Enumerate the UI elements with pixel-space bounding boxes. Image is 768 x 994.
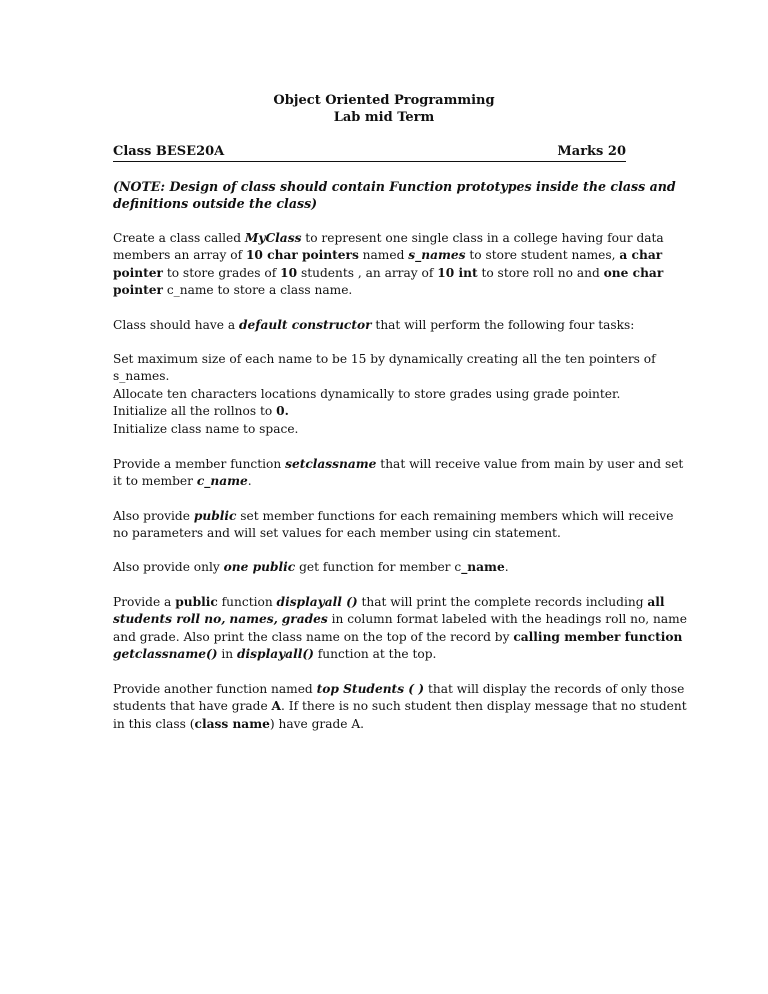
paragraph-top-students [113, 681, 687, 733]
text-line: Provide a public function displayall () that will print the complete records including all [113, 595, 665, 609]
text-line: members an array of 10 char pointers named s_names to store student names, a char [113, 248, 663, 263]
note-paragraph [113, 178, 676, 213]
paragraph-tasks [113, 351, 658, 438]
text-line: Create a class called MyClass to represent one single class in a college having four data [113, 231, 664, 245]
text-line: Provide another function named top Students ( ) that will display the records of only those [113, 682, 685, 696]
text-line: Also provide only one public get function for member c_name. [113, 560, 509, 574]
text-line: pointer c_name to store a class name. [113, 283, 353, 298]
paragraph-get-function [113, 559, 658, 576]
text-line: pointer to store grades of 10 students , an array of 10 int to store roll no and one char [113, 265, 664, 280]
marks-label: Marks 20 [557, 144, 626, 159]
class-marks-line [113, 143, 626, 162]
text-line: it to member c_name. [113, 474, 252, 489]
task-line: Initialize all the rollnos to 0. [113, 404, 289, 419]
text-line: Provide a member function setclassname that will receive value from main by user and set [113, 457, 684, 471]
note-line-2: definitions outside the class) [113, 196, 318, 212]
task-line: Set maximum size of each name to be 15 by dynamically creating all the ten pointers of [113, 352, 656, 366]
note-line-1: (NOTE: Design of class should contain Function prototypes inside the class and [113, 179, 676, 194]
text-line: in this class (class name) have grade A. [113, 716, 365, 731]
text-line: getclassname() in displayall() function at the top. [113, 647, 437, 662]
paragraph-set-functions [113, 508, 674, 543]
text-line: students roll no, names, grades in column format labeled with the headings roll no, name [113, 612, 687, 627]
text-line: Also provide public set member functions for each remaining members which will receive [113, 509, 674, 523]
text-line: no parameters and will set values for each member using cin statement. [113, 526, 561, 541]
task-line: Initialize class name to space. [113, 421, 299, 436]
text-line: students that have grade A. If there is no such student then display message that no student [113, 699, 687, 714]
paragraph-displayall [113, 594, 687, 664]
text-line: Class should have a default constructor that will perform the following four tasks: [113, 318, 635, 332]
text-line: and grade. Also print the class name on the top of the record by calling member function [113, 629, 683, 644]
paragraph-myclass [113, 230, 664, 300]
class-label: Class BESE20A [113, 144, 225, 159]
paragraph-setclassname [113, 456, 684, 491]
paragraph-constructor [113, 317, 658, 334]
document-subtitle: Lab mid Term [333, 110, 435, 125]
task-line: Allocate ten characters locations dynamically to store grades using grade pointer. [113, 386, 621, 401]
document-title: Object Oriented Programming [273, 93, 495, 108]
task-line: s_names. [113, 369, 170, 384]
